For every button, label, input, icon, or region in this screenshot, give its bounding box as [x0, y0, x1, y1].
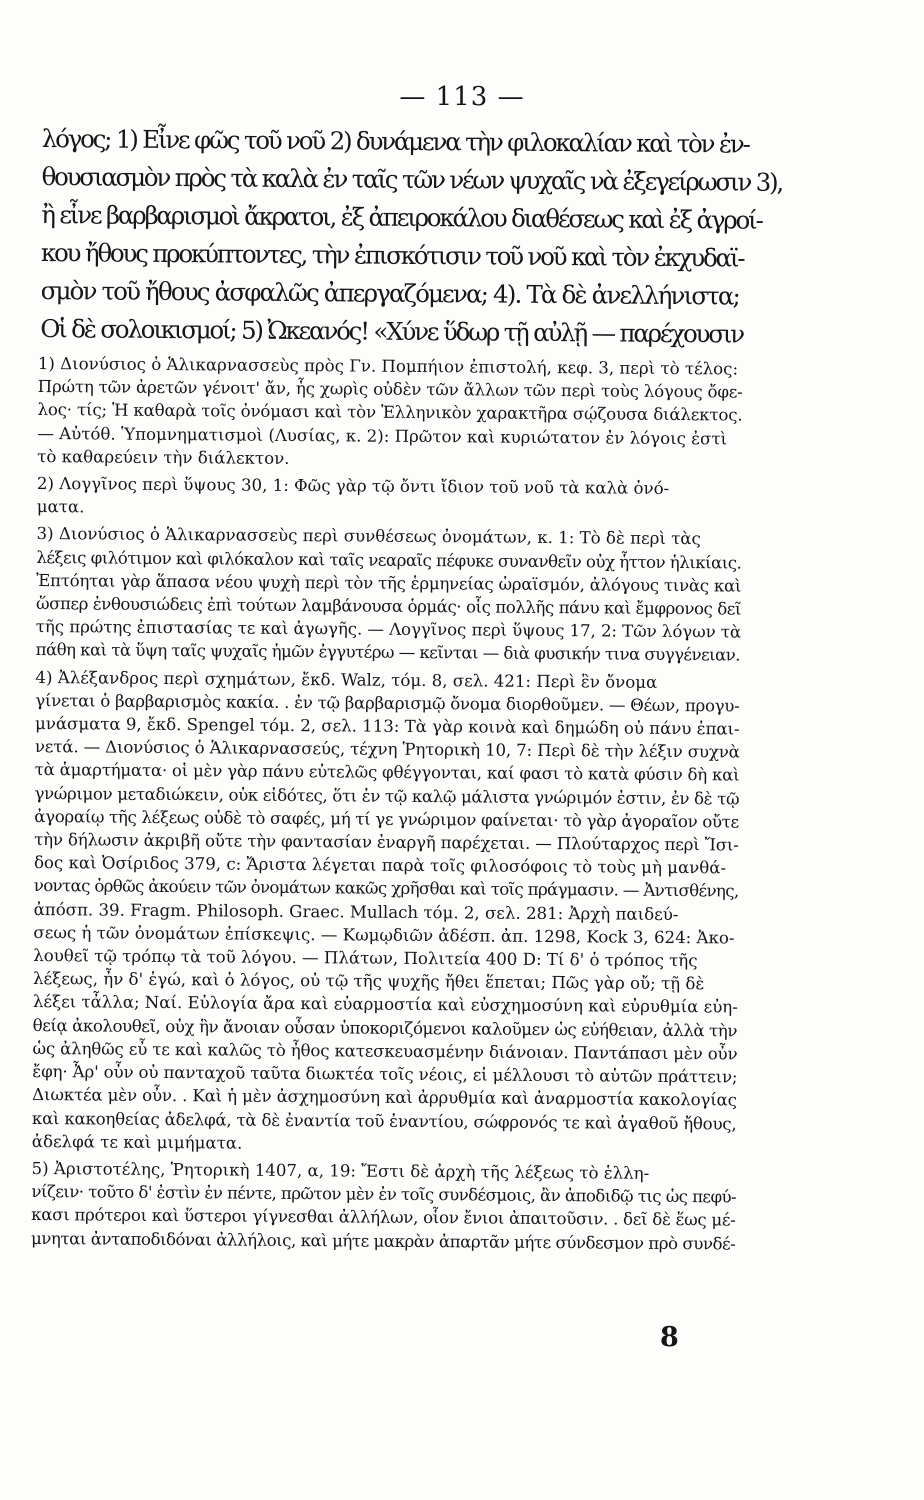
footnote-line: θείᾳ ἀκολουθεῖ, οὐχ ἣν ἄνοιαν οὖσαν ὑποκοριζόμενοι καλοῦμεν ὡς εὐήθειαν, ἀλλὰ τὴν	[32, 1015, 738, 1041]
footnote-line: 2) Λογγῖνος περὶ ὕψους 30, 1: Φῶς γὰρ τῷ ὄντι ἴδιον τοῦ νοῦ τὰ καλὰ ὀνό-	[36, 474, 670, 498]
main-text-line: θουσιασμὸν πρὸς τὰ καλὰ ἐν ταῖς τῶν νέων ψυχαῖς νὰ ἐξεγείρωσιν 3),	[41, 161, 783, 197]
footnote-line: ἀπόσπ. 39. Fragm. Philosoph. Graec. Mullach τόμ. 2, σελ. 281: Ἀρχὴ παιδεύ-	[33, 899, 679, 924]
footnote-line: 3) Διονύσιος ὁ Ἁλικαρνασσεὺς περὶ συνθέσεως ὀνομάτων, κ. 1: Τὸ δὲ περὶ τὰς	[36, 524, 701, 549]
footnotes-block	[31, 352, 743, 1255]
footnote-4	[32, 666, 741, 1159]
footnote-line: λέξεις φιλότιμον καὶ φιλόκαλον καὶ ταῖς νεαραῖς πέφυκε συνανθεῖν οὐχ ἧττον ἡλικίαις.	[36, 547, 742, 573]
main-text-line: ἢ εἶνε βαρβαρισμοὶ ἄκρατοι, ἐξ ἀπειροκάλου διαθέσεως καὶ ἐξ ἀγροί-	[41, 199, 762, 235]
footnote-line: τὸ καθαρεύειν τὴν διάλεκτον.	[37, 446, 290, 468]
footnote-line: ἀγοραίῳ τῆς λέξεως οὐδὲ τὸ σαφές, μή τί γε γνώριμον φαίνεται· τὸ γὰρ ἀγοραῖον οὔτε	[34, 806, 739, 832]
footnote-line: σεως ἡ τῶν ὀνομάτων ἐπίσκεψις. — Κωμῳδιῶν ἀδέσπ. ἀπ. 1298, Kock 3, 624: Ἀκο-	[33, 922, 735, 948]
footnote-line: ματα.	[36, 497, 85, 517]
footnote-line: λέξει τἆλλα; Ναί. Εὐλογία ἄρα καὶ εὐαρμοστία καὶ εὐσχημοσύνη καὶ εὐρυθμία εὐη-	[32, 992, 738, 1018]
footnote-line: γνώριμον μεταδιώκειν, οὐκ εἰδότες, ὅτι ἐν τῷ καλῷ μάλιστα γνώριμόν ἐστιν, ἐν δὲ τῷ	[34, 783, 740, 809]
footnote-line: καὶ κακοηθείας ἀδελφά, τὰ δὲ ἐναντία τοῦ ἐναντίου, σώφρονός τε καὶ ἀγαθοῦ ἤθους,	[31, 1108, 737, 1134]
footnote-line: ἀδελφά τε καὶ μιμήματα.	[31, 1131, 243, 1153]
footnote-line: 5) Ἀριστοτέλης, Ῥητορικὴ 1407, α, 19: Ἔστι δὲ ἀρχὴ τῆς λέξεως τὸ ἑλλη-	[31, 1158, 650, 1183]
footnote-line: λος· τίς; Ἡ καθαρὰ τοῖς ὀνόμασι καὶ τὸν Ἑλληνικὸν χαρακτῆρα σῴζουσα διάλεκτος.	[37, 400, 743, 425]
footnote-line: μνηται ἀνταποδιδόναι ἀλλήλοις, καὶ μήτε μακρὰν ἀπαρτᾶν μήτε σύνδεσμον πρὸ συνδέ-	[30, 1228, 736, 1254]
footnote-line: 4) Ἀλέξανδρος περὶ σχημάτων, ἔκδ. Walz, τόμ. 8, σελ. 421: Περὶ ἓν ὄνομα	[35, 667, 658, 692]
main-text-line: κου ἤθους προκύπτοντες, τὴν ἐπισκότισιν τοῦ νοῦ καὶ τὸν ἐκχυδαϊ-	[40, 237, 744, 273]
footnote-2	[37, 472, 742, 524]
footnote-line: γίνεται ὁ βαρβαρισμὸς κακία. . ἐν τῷ βαρβαρισμῷ ὄνομα διορθοῦμεν. — Θέων, προγυ-	[35, 690, 740, 716]
footnote-line: τῆς πρώτης ἐπιστασίας τε καὶ ἀγωγῆς. — Λογγῖνος περὶ ὕψους 17, 2: Τῶν λόγων τὰ	[35, 617, 742, 642]
footnote-line: τὰ ἁμαρτήματα· οἱ μὲν γὰρ πάνυ εὐτελῶς φθέγγονται, καί φασι τὸ κατὰ φύσιν δὴ καὶ	[34, 760, 740, 785]
footnote-line: μνάσματα 9, ἔκδ. Spengel τόμ. 2, σελ. 113: Τὰ γὰρ κοινὰ καὶ δημώδη οὐ πάνυ ἐπαι-	[35, 714, 740, 739]
main-text-line: λόγος; 1) Εἶνε φῶς τοῦ νοῦ 2) δυνάμενα τὴν φιλοκαλίαν καὶ τὸν ἐν-	[41, 123, 749, 159]
footnote-line: 1) Διονύσιος ὁ Ἁλικαρνασσεὺς πρὸς Γν. Πομπήιον ἐπιστολή, κεφ. 3, περὶ τὸ τέλος:	[37, 353, 739, 379]
footnote-line: ὡς ἀληθῶς εὖ τε καὶ καλῶς τὸ ἦθος κατεσκευασμένην διάνοιαν. Παντάπασι μὲν οὖν	[32, 1038, 738, 1064]
footnote-line: δος καὶ Ὀσίριδος 379, c: Ἄριστα λέγεται παρὰ τοῖς φιλοσόφοις τὸ τοὺς μὴ μανθά-	[33, 853, 727, 878]
footnote-line: λουθεῖ τῷ τρόπῳ τὰ τοῦ λόγου. — Πλάτων, Πολιτεία 400 D: Τί δ' ὁ τρόπος τῆς	[33, 946, 698, 971]
footnote-line: Διωκτέα μὲν οὖν. . Καὶ ἡ μὲν ἀσχημοσύνη καὶ ἀρρυθμία καὶ ἀναρμοστία κακολογίας	[32, 1085, 737, 1110]
footnote-3	[36, 522, 742, 667]
footnote-line: Ἐπτόηται γὰρ ἅπασα νέου ψυχὴ περὶ τὸν τῆς ἑρμηνείας ὡραϊσμόν, ἀλόγους τινὰς καὶ	[36, 570, 742, 596]
main-text-block	[40, 120, 783, 353]
footnote-line: νετά. — Διονύσιος ὁ Ἁλικαρνασσεύς, τέχνη Ῥητορικὴ 10, 7: Περὶ δὲ τὴν λέξιν συχνὰ	[34, 737, 740, 762]
footnote-1	[37, 352, 743, 474]
footnote-line: ἔφη· Ἆρ' οὖν οὐ πανταχοῦ ταῦτα διωκτέα τοῖς νέοις, εἰ μέλλουσι τὸ αὑτῶν πράττειν;	[32, 1062, 738, 1087]
footnote-line: κασι πρότεροι καὶ ὕστεροι γίγνεσθαι ἀλλήλων, οἷον ἔνιοι ἀπαιτοῦσιν. . δεῖ δὲ ἕως μέ-	[31, 1205, 736, 1230]
main-text-line: σμὸν τοῦ ἤθους ἀσφαλῶς ἀπεργαζόμενα; 4). Τὰ δὲ ἀνελλήνιστα;	[40, 275, 740, 311]
footnote-line: τὴν δήλωσιν ἀκριβῆ οὔτε τὴν φαντασίαν ἐναργῆ παρέχεται. — Πλούταρχος περὶ Ἴσι-	[34, 830, 739, 855]
signature-mark: 8	[660, 1322, 679, 1353]
footnote-line: ὥσπερ ἐνθουσιώδεις ἐπὶ τούτων λαμβάνουσα ὁρμάς· οἷς πολλῆς πάνυ καὶ ἔμφρονος δεῖ	[35, 594, 742, 619]
main-text-line: Οἱ δὲ σολοικισμοί; 5) Ὠκεανός! «Χύνε ὕδωρ τῇ αὐλῇ — παρέχουσιν	[40, 313, 744, 349]
page-number: — 113 —	[399, 82, 525, 112]
footnote-line: λέξεως, ἦν δ' ἐγώ, καὶ ὁ λόγος, οὐ τῷ τῆς ψυχῆς ἤθει ἕπεται; Πῶς γὰρ οὔ; τῇ δὲ	[33, 969, 705, 994]
footnote-line: νοντας ὀρθῶς ἀκούειν τῶν ὀνομάτων κακῶς χρῆσθαι καὶ τοῖς πράγμασιν. — Ἀντισθένης,	[33, 876, 739, 901]
footnote-line: Πρώτη τῶν ἀρετῶν γένοιτ' ἄν, ἧς χωρὶς οὐδὲν τῶν ἄλλων τῶν περὶ τοὺς λόγους ὄφε-	[37, 377, 743, 402]
footnote-line: πάθη καὶ τὰ ὕψη ταῖς ψυχαῖς ἡμῶν ἐγγυτέρω — κεῖνται — διὰ φυσικήν τινα συγγένειαν.	[35, 640, 741, 665]
footnote-line: νίζειν· τοῦτο δ' ἐστὶν ἐν πέντε, πρῶτον μὲν ἐν τοῖς συνδέσμοις, ἂν ἀποδιδῷ τις ὡς πεφύ-	[31, 1182, 737, 1207]
footnote-5	[31, 1157, 737, 1255]
footnote-line: — Αὐτόθ. Ὑπομνηματισμοὶ (Λυσίας, κ. 2): Πρῶτον καὶ κυριώτατον ἐν λόγοις ἐστὶ	[37, 423, 728, 449]
